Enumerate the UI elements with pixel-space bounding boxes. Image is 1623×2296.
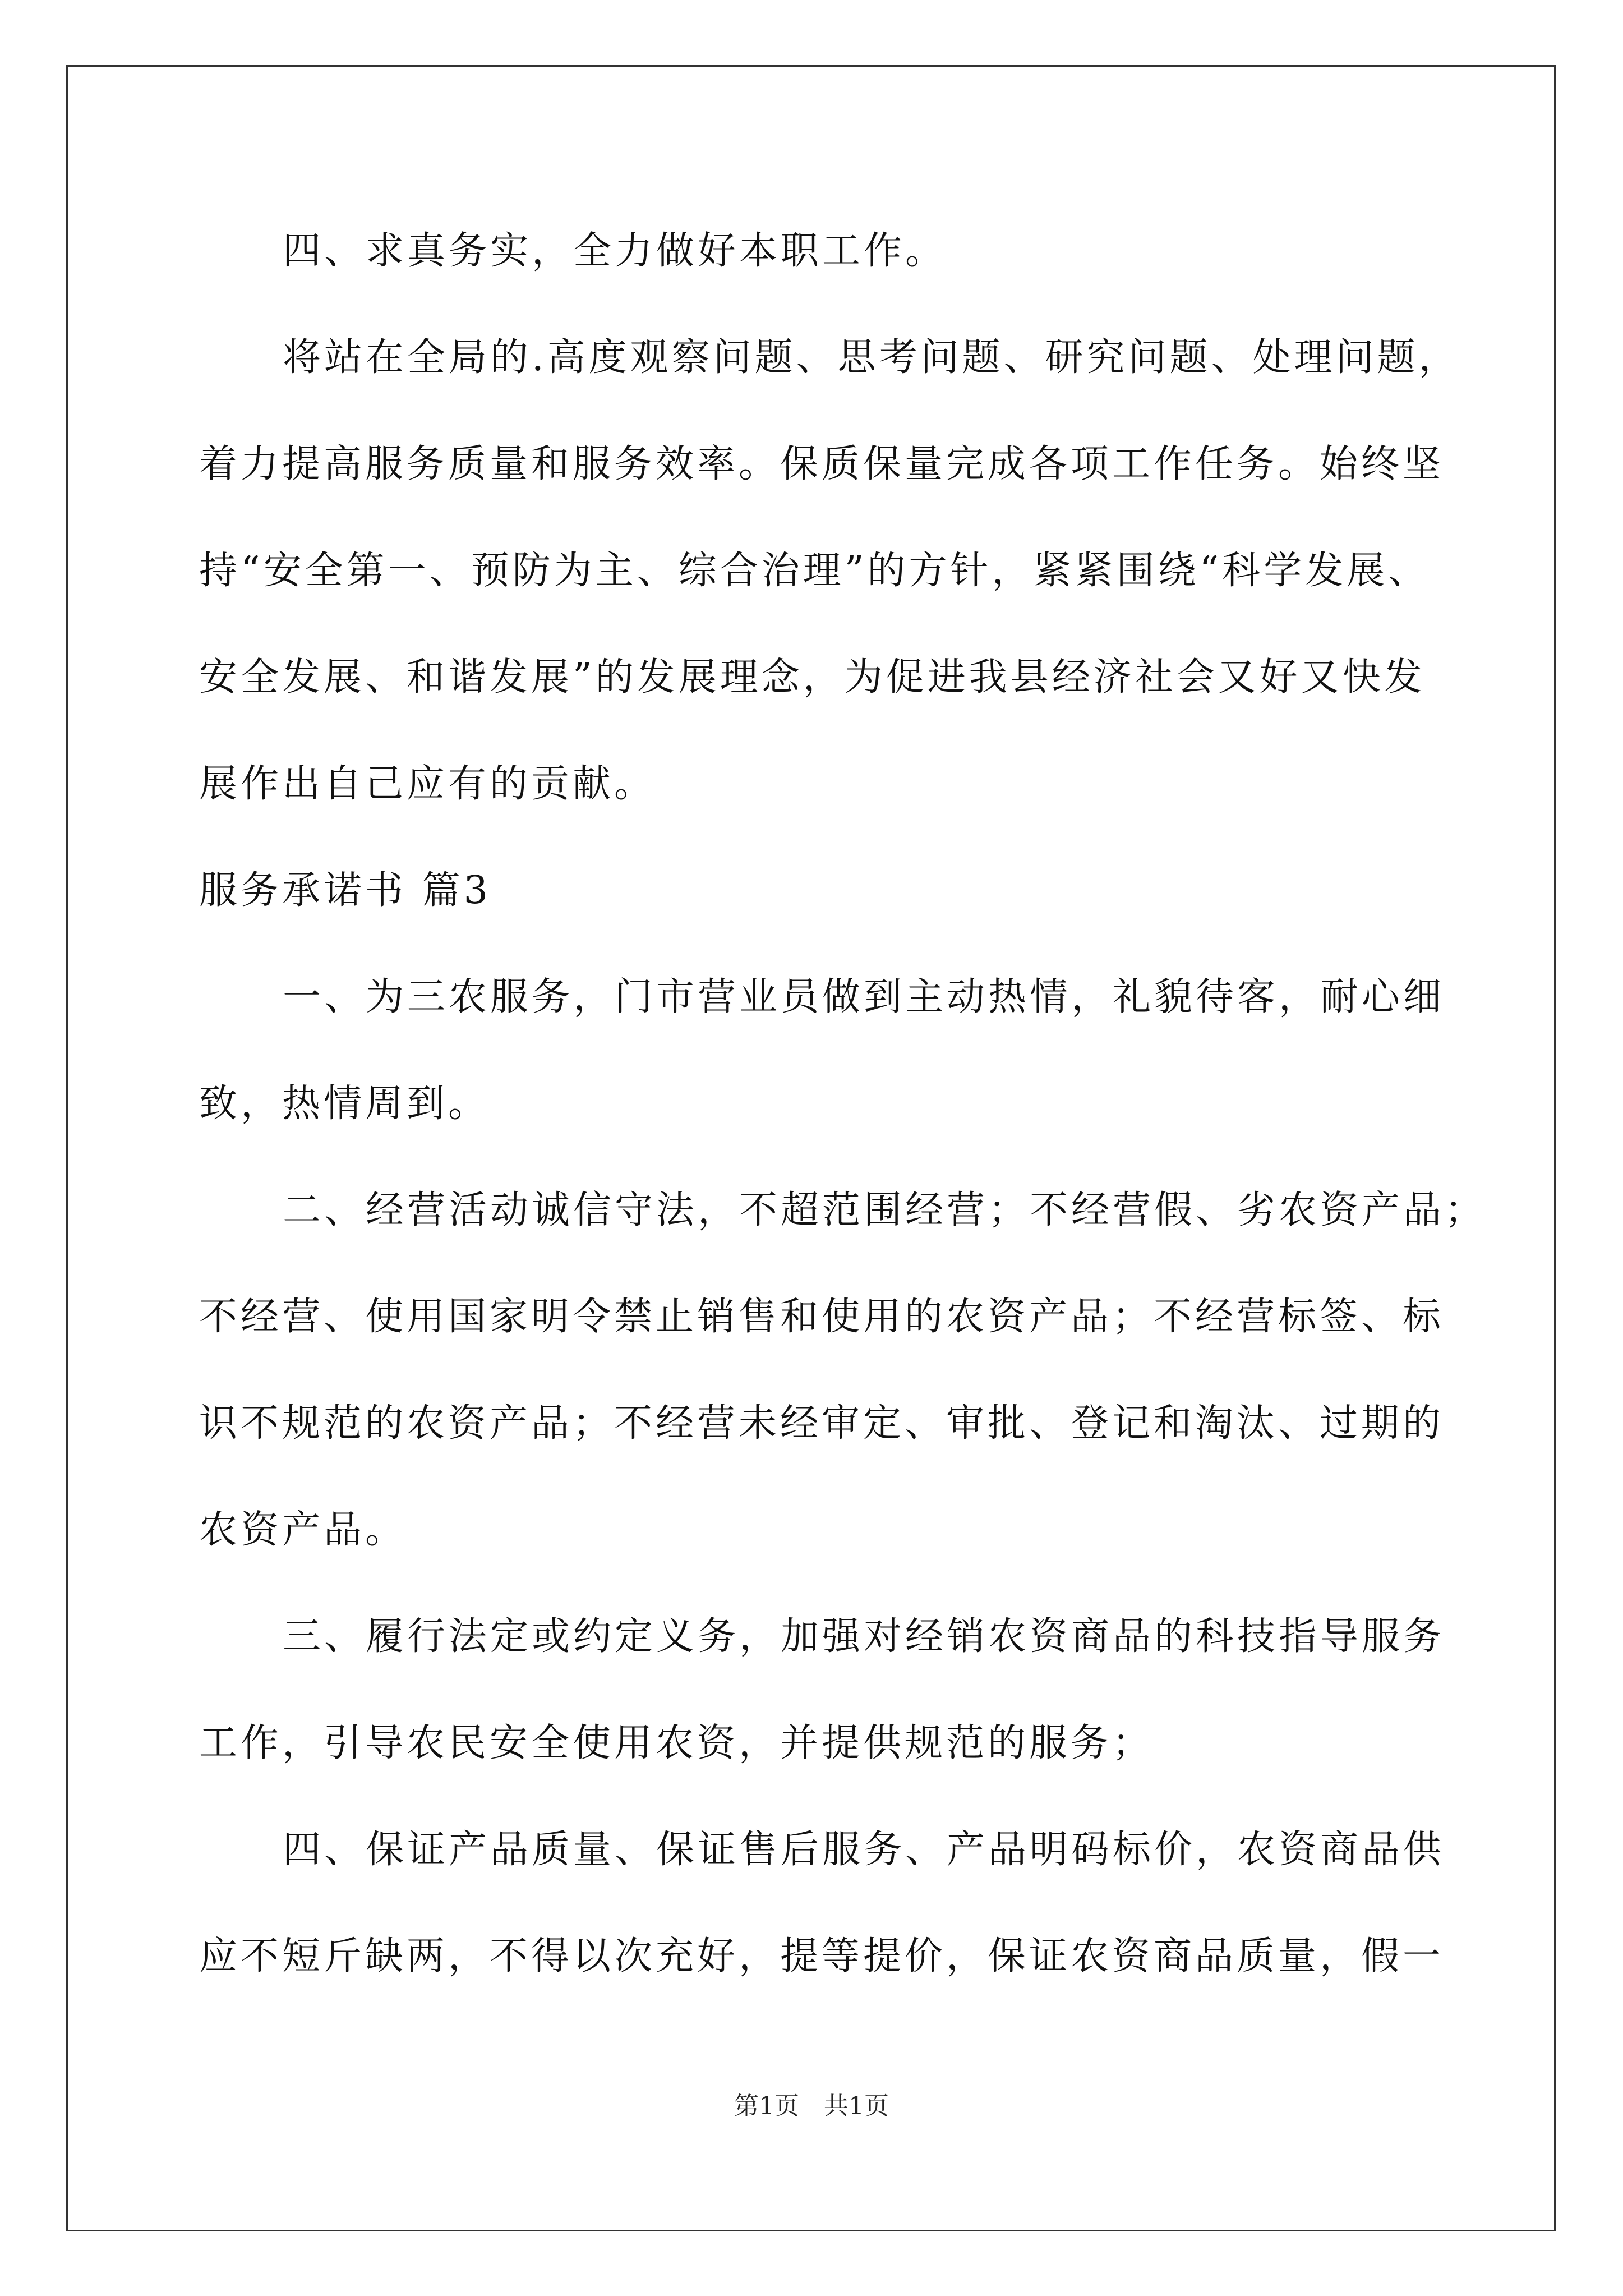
- paragraph-line: 三、履行法定或约定义务，加强对经销农资商品的科技指导服务: [283, 1614, 1445, 1659]
- page-footer: 第1页 共1页: [734, 2092, 889, 2120]
- paragraph-line: 农资产品。: [199, 1508, 407, 1552]
- paragraph-line: 一、为三农服务，门市营业员做到主动热情，礼貌待客，耐心细: [283, 975, 1445, 1019]
- paragraph-line: 将站在全局的.高度观察问题、思考问题、研究问题、处理问题，: [283, 335, 1460, 380]
- paragraph-line: 二、经营活动诚信守法，不超范围经营；不经营假、劣农资产品；: [283, 1188, 1487, 1232]
- paragraph-line: 不经营、使用国家明令禁止销售和使用的农资产品；不经营标签、标: [199, 1295, 1445, 1339]
- section-heading: 服务承诺书 篇3: [199, 868, 491, 913]
- paragraph-line: 持“安全第一、预防为主、综合治理”的方针，紧紧围绕“科学发展、: [199, 549, 1430, 593]
- paragraph-line: 四、求真务实，全力做好本职工作。: [283, 229, 947, 273]
- paragraph-line: 应不短斤缺两，不得以次充好，提等提价，保证农资商品质量，假一: [199, 1934, 1445, 1978]
- paragraph-line: 四、保证产品质量、保证售后服务、产品明码标价，农资商品供: [283, 1828, 1445, 1872]
- page-border: [66, 65, 1556, 2231]
- paragraph-line: 识不规范的农资产品；不经营未经审定、审批、登记和淘汰、过期的: [199, 1401, 1445, 1446]
- paragraph-line: 着力提高服务质量和服务效率。保质保量完成各项工作任务。始终坚: [199, 442, 1445, 486]
- paragraph-line: 展作出自己应有的贡献。: [199, 762, 656, 806]
- paragraph-line: 工作，引导农民安全使用农资，并提供规范的服务；: [199, 1721, 1154, 1765]
- paragraph-line: 致，热情周到。: [199, 1082, 490, 1126]
- paragraph-line: 安全发展、和谐发展”的发展理念，为促进我县经济社会又好又快发: [199, 655, 1426, 700]
